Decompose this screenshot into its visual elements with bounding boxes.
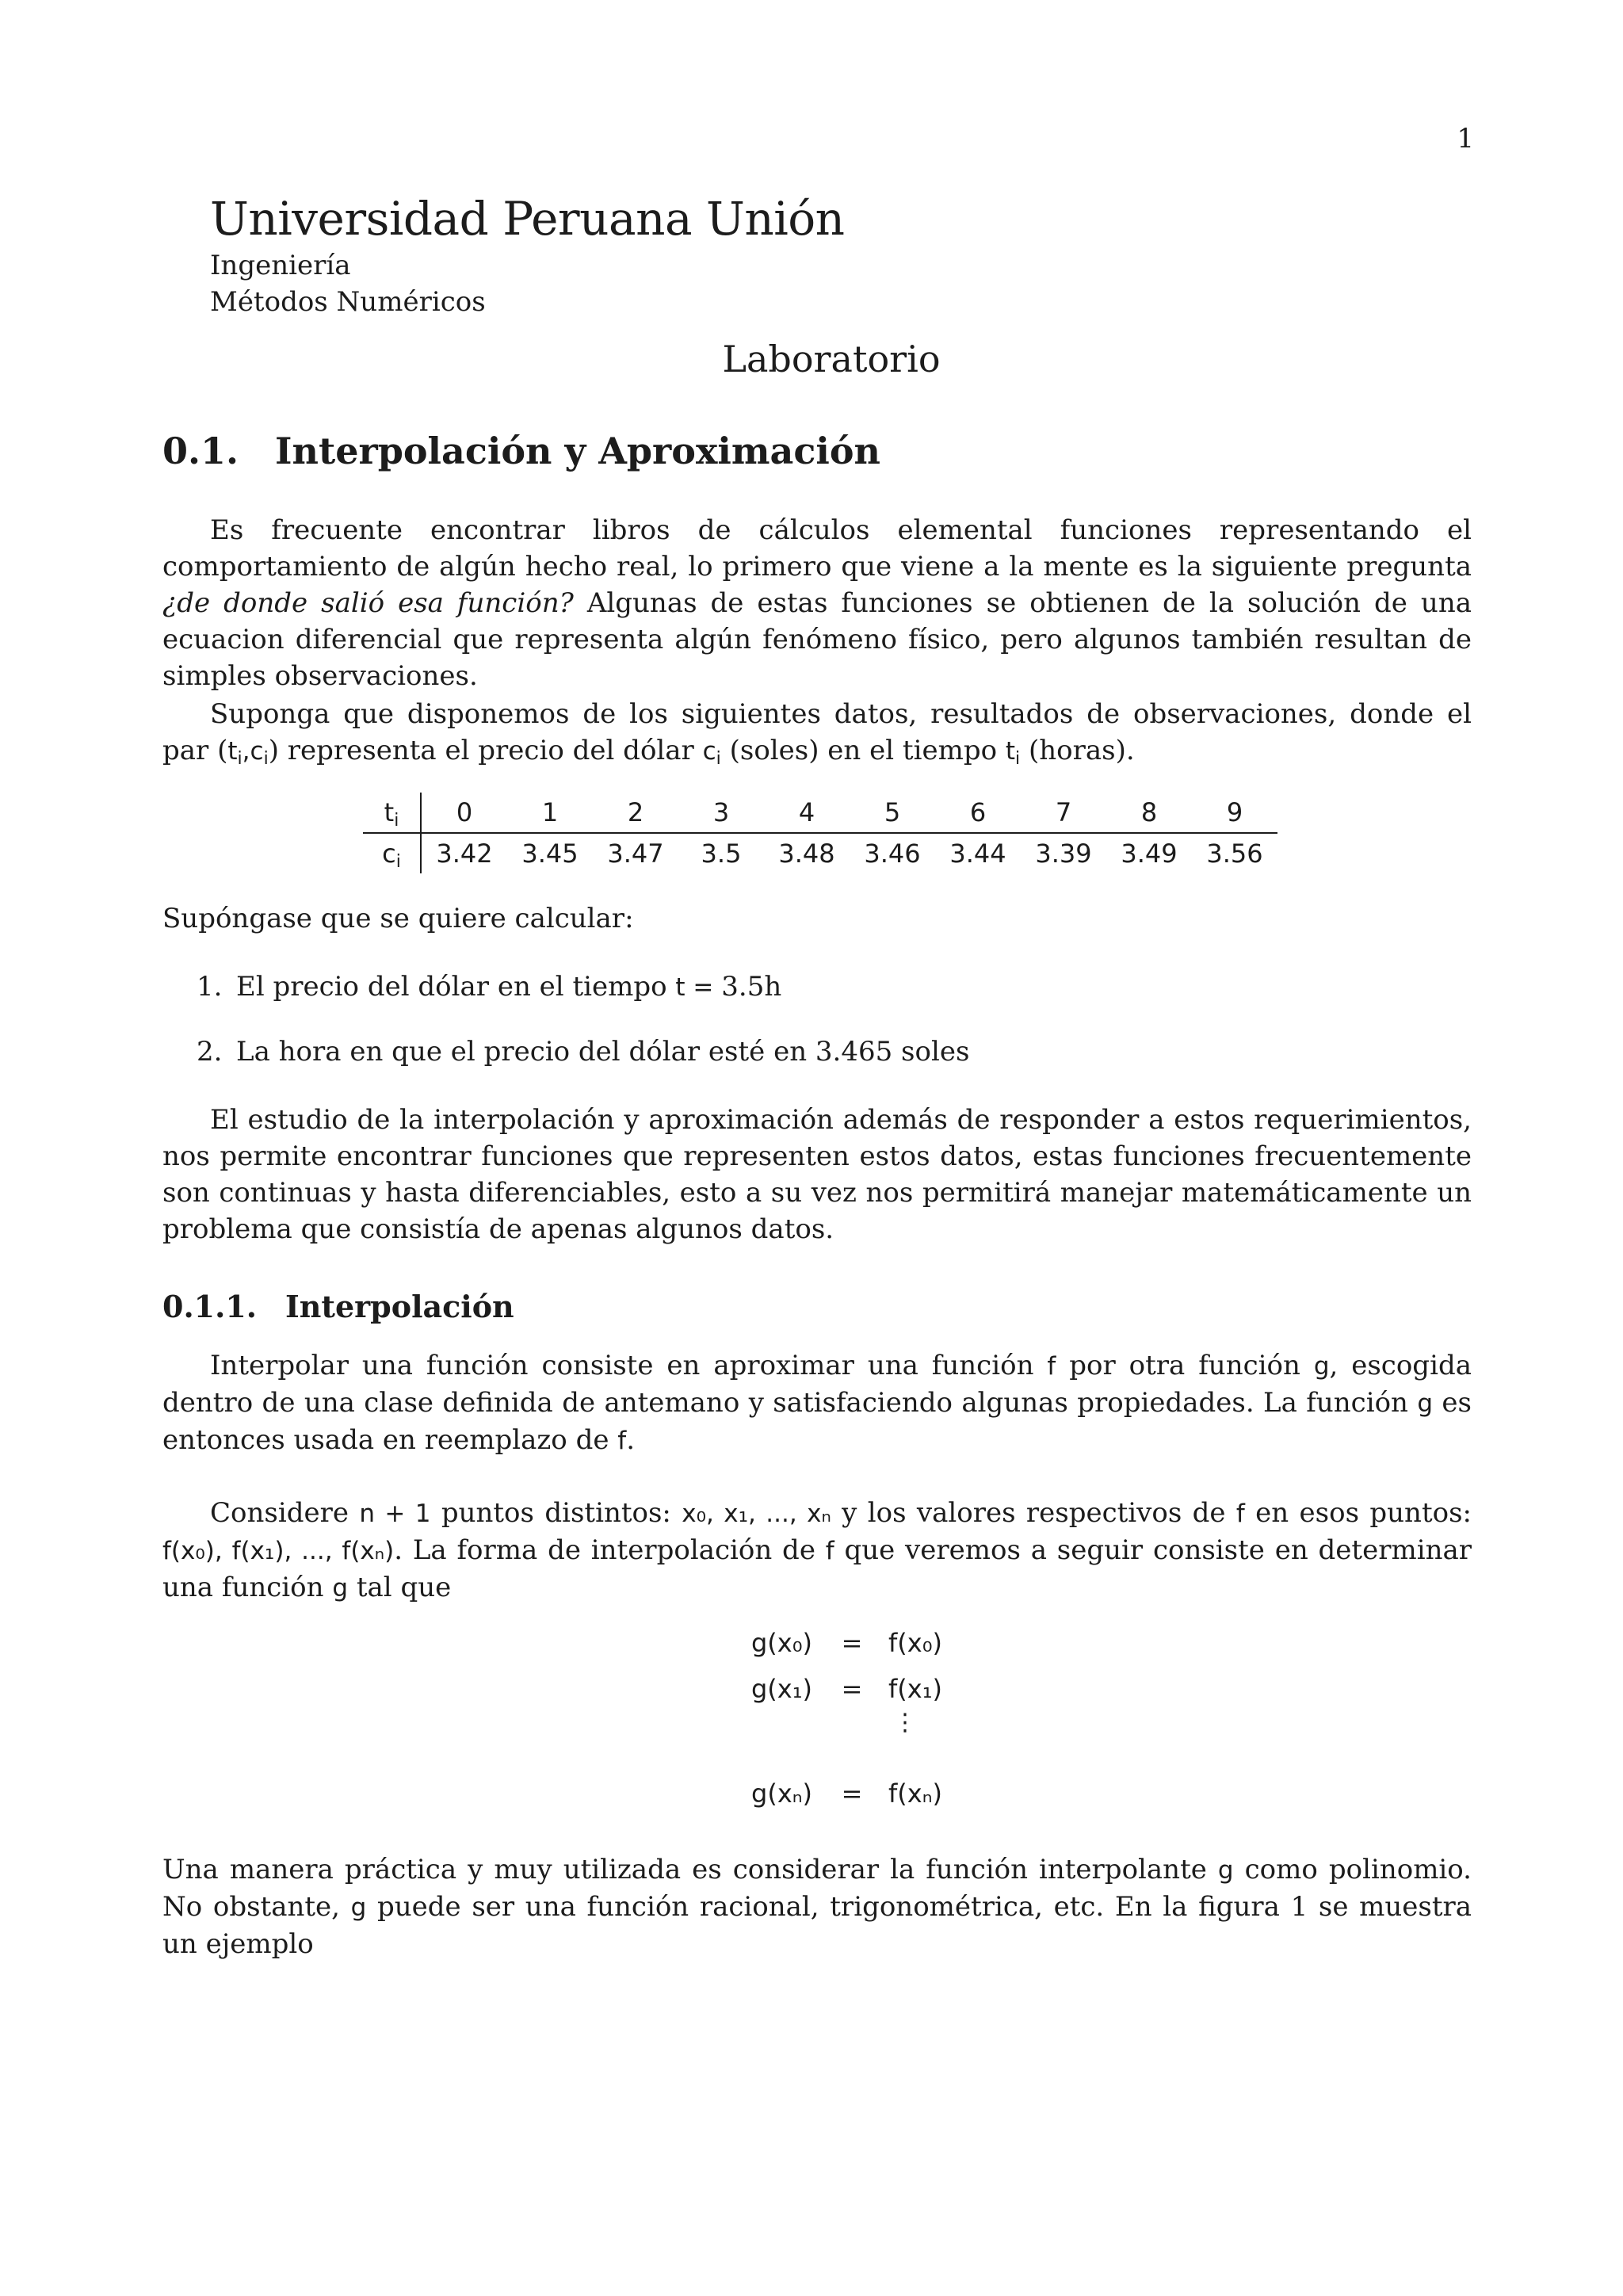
math-f: f <box>1047 1352 1056 1381</box>
subsection-heading <box>162 1289 514 1325</box>
text-run: . La forma de interpolación de <box>394 1534 826 1566</box>
table-cell: 3.56 <box>1206 839 1263 869</box>
document-header <box>210 190 845 320</box>
list-item <box>197 968 781 1006</box>
text-run: y los valores respectivos de <box>831 1497 1236 1529</box>
math-g: g <box>1217 1856 1234 1885</box>
text-run: 3.5h <box>721 971 782 1003</box>
math-f: f <box>1235 1499 1245 1528</box>
paragraph-interpolation-definition <box>162 1347 1472 1459</box>
table-cell: 3.44 <box>949 839 1006 869</box>
text-run: Interpolar una función consiste en aproximar una función <box>210 1350 1048 1381</box>
paragraph-data-description <box>162 696 1472 770</box>
paragraph-question: Supóngase que se quiere calcular: <box>162 903 634 934</box>
math-c: c <box>250 737 264 766</box>
equation-lhs: g(x₁) <box>750 1674 812 1704</box>
math-points: x₀, x₁, ..., xₙ <box>682 1499 831 1528</box>
paragraph-intro <box>162 512 1472 694</box>
paragraph-study: El estudio de la interpolación y aproximación además de responder a estos requerimientos, nos permite encontrar funciones que representen estos datos, estas funciones frecuentemente son continuas y hasta diferenciables, esto a su vez nos permitirá manejar matemáticamente un problema que consistía de apenas algunos datos. <box>162 1104 1472 1245</box>
vertical-ellipsis: ⋮ <box>893 1709 917 1736</box>
math-g: g <box>350 1893 367 1922</box>
section-heading <box>162 430 880 472</box>
page-number: 1 <box>1457 123 1474 155</box>
equation-sign: = <box>841 1778 863 1809</box>
math-g: g <box>332 1574 349 1603</box>
subsection-title: Interpolación <box>285 1289 514 1324</box>
math-sub: i <box>237 749 242 769</box>
math-n-plus-1: n + 1 <box>359 1499 431 1528</box>
equation-rhs: f(x₁) <box>888 1674 942 1704</box>
math-sub: i <box>263 749 269 769</box>
table-cell: 3.39 <box>1035 839 1092 869</box>
math-f: f <box>617 1427 627 1455</box>
table-cell: 3.45 <box>521 839 579 869</box>
text-run: ) representa el precio del dólar <box>268 735 703 766</box>
text-run: que veremos a seguir consiste en determinar una función <box>162 1534 1472 1603</box>
paragraph-interpolation-points <box>162 1495 1472 1606</box>
course-name: Métodos Numéricos <box>210 286 486 318</box>
table-cell: 3.49 <box>1121 839 1178 869</box>
text-run: Una manera práctica y muy utilizada es considerar la función interpolante <box>162 1854 1218 1885</box>
text-run: tal que <box>348 1572 452 1603</box>
label-sub: i <box>395 852 401 872</box>
table-cell: 5 <box>850 793 935 833</box>
table-cell: 2 <box>593 793 678 833</box>
table-cell: 3.47 <box>607 839 664 869</box>
table-cell: 3.5 <box>701 839 742 869</box>
table-cell: 0 <box>421 793 507 833</box>
text-run: (soles) en el tiempo <box>720 735 1006 766</box>
text-run: Suponga que disponemos de los siguientes datos, resultados de observaciones, donde el par ( <box>162 698 1472 766</box>
math-g: g <box>1417 1389 1434 1418</box>
table-cell: 9 <box>1192 793 1277 833</box>
table-cell: 3.42 <box>436 839 493 869</box>
table-cell: 8 <box>1106 793 1192 833</box>
data-table <box>363 793 1277 873</box>
table-cell: 3.46 <box>864 839 921 869</box>
paragraph-polynomial <box>162 1851 1472 1962</box>
table-cell: 3 <box>678 793 764 833</box>
section-title: Interpolación y Aproximación <box>275 430 880 472</box>
table-cell: 4 <box>764 793 850 833</box>
table-row-c <box>363 833 1277 873</box>
equation-rhs: f(xₙ) <box>888 1778 942 1809</box>
text-run: puntos distintos: <box>430 1497 682 1529</box>
text-run: El precio del dólar en el tiempo <box>236 971 676 1003</box>
text-run: Es frecuente encontrar libros de cálculos elemental funciones representando el comportamiento de algún hecho real, lo primero que viene a la mente es la siguiente pregunta <box>162 514 1472 583</box>
table-row-t <box>363 793 1277 833</box>
label-sub: i <box>394 811 399 831</box>
text-run: es entonces usada en reemplazo de <box>162 1387 1472 1456</box>
math-comma: , <box>242 737 250 766</box>
math-sub: i <box>716 749 721 769</box>
equation-sign: = <box>841 1628 863 1658</box>
math-c: c <box>702 737 716 766</box>
math-values: f(x₀), f(x₁), ..., f(xₙ) <box>162 1537 395 1565</box>
row-label-c <box>363 833 421 873</box>
text-run: puede ser una función racional, trigonométrica, etc. En la figura 1 se muestra un ejemplo <box>162 1891 1472 1960</box>
row-label-t <box>363 793 421 833</box>
text-run: . <box>626 1424 636 1456</box>
math-expr: t = <box>675 973 722 1002</box>
math-g: g <box>1313 1352 1330 1381</box>
text-run: Considere <box>210 1497 360 1529</box>
text-run: como polinomio. No obstante, <box>162 1854 1472 1923</box>
table-cell: 7 <box>1021 793 1106 833</box>
label-text: c <box>382 839 396 869</box>
document-type: Laboratorio <box>722 338 941 380</box>
table-cell: 3.48 <box>778 839 835 869</box>
table-cell: 1 <box>507 793 593 833</box>
section-number: 0.1. <box>162 430 239 472</box>
list-number: 2. <box>197 1036 223 1068</box>
equation-lhs: g(x₀) <box>750 1628 812 1658</box>
text-run: La hora en que el precio del dólar esté en 3.465 soles <box>236 1036 970 1068</box>
italic-question: ¿de donde salió esa función? <box>162 587 574 619</box>
text-run: por otra función <box>1056 1350 1314 1381</box>
text-run: Algunas de estas funciones se obtienen de la solución de una ecuacion diferencial que representa algún fenómeno físico, pero algunos también resultan de simples observaciones. <box>162 587 1472 692</box>
label-text: t <box>384 797 395 827</box>
list-number: 1. <box>197 971 223 1003</box>
faculty-name: Ingeniería <box>210 250 351 281</box>
subsection-number: 0.1.1. <box>162 1289 258 1324</box>
university-name: Universidad Peruana Unión <box>210 192 845 246</box>
equation-rhs: f(x₀) <box>888 1628 942 1658</box>
math-f: f <box>825 1537 834 1565</box>
math-t: t <box>227 737 238 766</box>
text-run: (horas). <box>1020 735 1135 766</box>
math-t: t <box>1005 737 1016 766</box>
math-sub: i <box>1015 749 1021 769</box>
list-item <box>197 1033 969 1070</box>
text-run: en esos puntos: <box>1244 1497 1472 1529</box>
equation-lhs: g(xₙ) <box>751 1778 812 1809</box>
text-run: , escogida dentro de una clase definida de antemano y satisfaciendo algunas propiedades. La función <box>162 1350 1472 1419</box>
equation-sign: = <box>841 1674 863 1704</box>
table-cell: 6 <box>935 793 1021 833</box>
